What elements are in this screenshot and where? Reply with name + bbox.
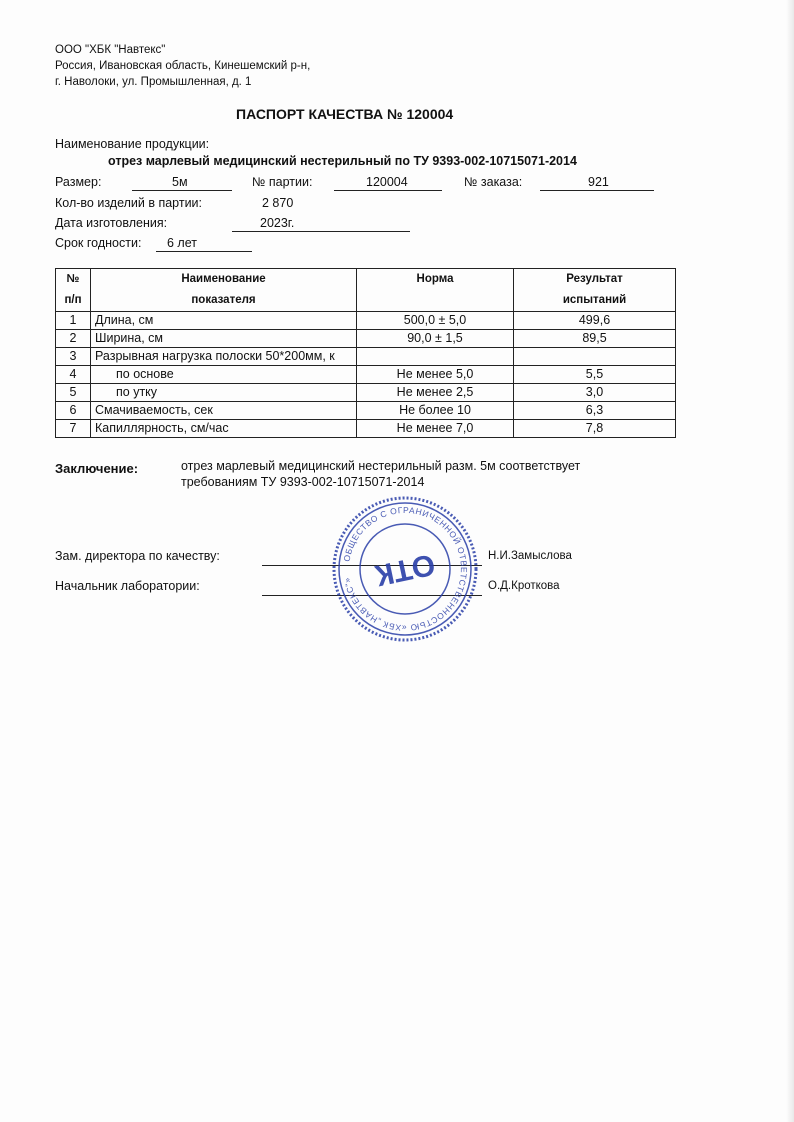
size-label: Размер:: [55, 175, 102, 189]
table-row: [56, 402, 676, 420]
row-result: 3,0: [514, 384, 676, 402]
row-norm: 500,0 ± 5,0: [357, 312, 514, 330]
table-row: [56, 366, 676, 384]
table-row: [56, 420, 676, 438]
row-num: 3: [56, 348, 91, 366]
row-num: 2: [56, 330, 91, 348]
header-num: п/п: [56, 290, 91, 312]
row-norm: [357, 348, 514, 366]
qty-value: 2 870: [262, 196, 294, 210]
stamp-center-text: ОТК: [372, 547, 438, 592]
scan-edge-shadow: [786, 0, 794, 1122]
stamp-ring-text: ОБЩЕСТВО С ОГРАНИЧЕННОЙ ОТВЕТСТВЕННОСТЬЮ «ХБК „НАВТЕКС“»: [341, 504, 470, 634]
lab-head-name: О.Д.Кроткова: [488, 580, 560, 592]
shelf-life-label: Срок годности:: [55, 236, 142, 250]
table-header-row: [56, 269, 676, 291]
header-result: испытаний: [514, 290, 676, 312]
shelf-life-underline: [156, 251, 252, 252]
table-row: [56, 384, 676, 402]
row-num: 5: [56, 384, 91, 402]
shelf-life-value: 6 лет: [167, 236, 197, 250]
row-result: 499,6: [514, 312, 676, 330]
size-underline: [132, 190, 232, 191]
header-norm-empty: [357, 290, 514, 312]
table-row: [56, 348, 676, 366]
date-underline: [232, 231, 410, 232]
qty-label: Кол-во изделий в партии:: [55, 196, 203, 210]
row-num: 6: [56, 402, 91, 420]
document-title: ПАСПОРТ КАЧЕСТВА № 120004: [236, 106, 454, 122]
row-name: Смачиваемость, сек: [91, 402, 357, 420]
deputy-director-label: Зам. директора по качеству:: [55, 549, 220, 563]
row-norm: 90,0 ± 1,5: [357, 330, 514, 348]
row-norm: Не менее 2,5: [357, 384, 514, 402]
otk-stamp: [330, 494, 480, 644]
row-result: 5,5: [514, 366, 676, 384]
company-address-line2: г. Наволоки, ул. Промышленная, д. 1: [55, 76, 252, 88]
conclusion-label: Заключение:: [55, 461, 139, 476]
row-norm: Не более 10: [357, 402, 514, 420]
batch-underline: [334, 190, 442, 191]
order-value: 921: [588, 175, 609, 189]
row-name: Разрывная нагрузка полоски 50*200мм, к: [91, 348, 357, 366]
conclusion-line1: отрез марлевый медицинский нестерильный разм. 5м соответствует: [181, 459, 581, 473]
row-num: 4: [56, 366, 91, 384]
row-norm: Не менее 5,0: [357, 366, 514, 384]
row-name: Длина, см: [91, 312, 357, 330]
deputy-director-name: Н.И.Замыслова: [488, 550, 572, 562]
batch-label: № партии:: [252, 175, 313, 189]
row-name: Капиллярность, см/час: [91, 420, 357, 438]
header-norm: Норма: [357, 269, 514, 291]
row-name: по утку: [91, 384, 357, 402]
conclusion-line2: требованиям ТУ 9393-002-10715071-2014: [181, 475, 425, 489]
header-name: показателя: [91, 290, 357, 312]
row-result: 89,5: [514, 330, 676, 348]
date-value: 2023г.: [260, 216, 295, 230]
row-num: 1: [56, 312, 91, 330]
row-result: [514, 348, 676, 366]
order-underline: [540, 190, 654, 191]
row-result: 7,8: [514, 420, 676, 438]
table-row: [56, 312, 676, 330]
product-name: отрез марлевый медицинский нестерильный по ТУ 9393-002-10715071-2014: [108, 154, 577, 168]
company-name: ООО "ХБК "Навтекс": [55, 44, 166, 56]
header-name: Наименование: [91, 269, 357, 291]
table-row: [56, 330, 676, 348]
header-result: Результат: [514, 269, 676, 291]
row-norm: Не менее 7,0: [357, 420, 514, 438]
size-value: 5м: [172, 175, 188, 189]
product-label: Наименование продукции:: [55, 137, 210, 151]
header-num: №: [56, 269, 91, 291]
row-result: 6,3: [514, 402, 676, 420]
lab-head-label: Начальник лаборатории:: [55, 579, 200, 593]
table-header-row: [56, 290, 676, 312]
row-name: Ширина, см: [91, 330, 357, 348]
batch-value: 120004: [366, 175, 408, 189]
order-label: № заказа:: [464, 175, 523, 189]
company-address-line1: Россия, Ивановская область, Кинешемский р-н,: [55, 60, 311, 72]
row-name: по основе: [91, 366, 357, 384]
row-num: 7: [56, 420, 91, 438]
quality-table: [55, 268, 676, 438]
date-label: Дата изготовления:: [55, 216, 168, 230]
